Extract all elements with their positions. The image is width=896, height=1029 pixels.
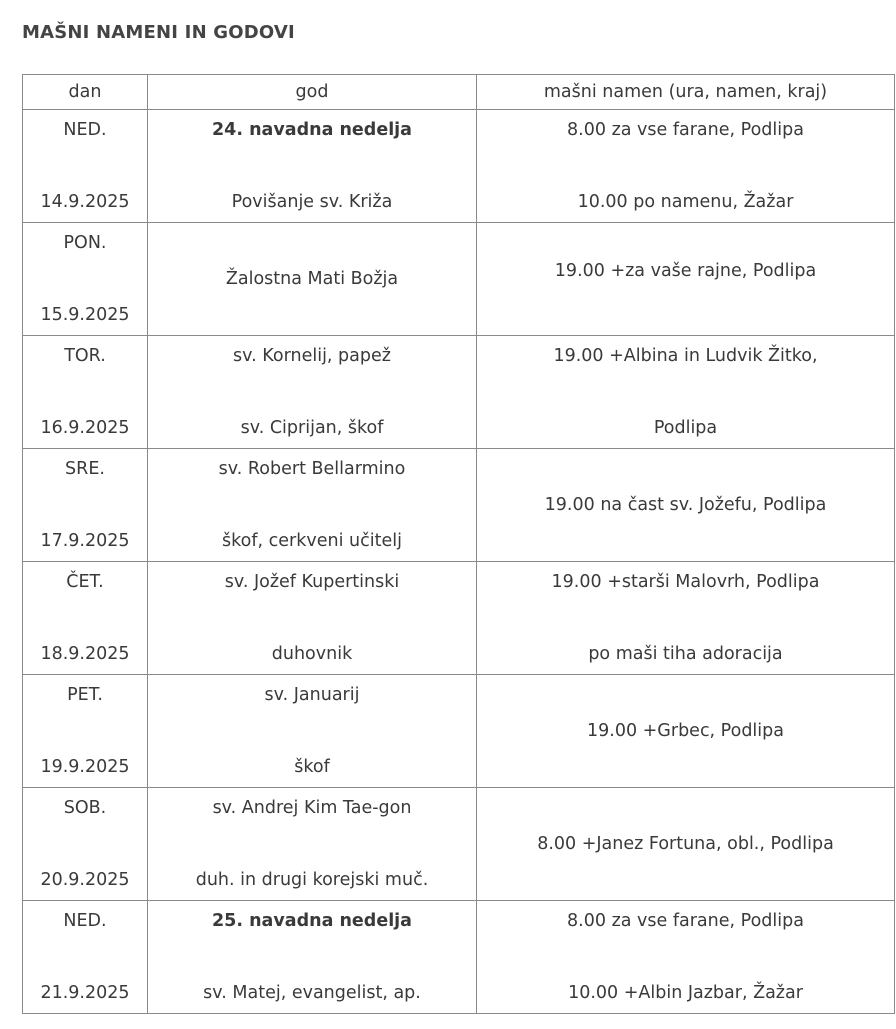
mass-line: 19.00 +Grbec, Podlipa — [586, 721, 784, 741]
day-cell — [23, 449, 148, 562]
table-row — [23, 110, 895, 223]
day-name: PET. — [67, 685, 103, 705]
day-date: 17.9.2025 — [40, 531, 130, 551]
feast-line: 24. navadna nedelja — [212, 120, 412, 140]
feast-cell — [148, 562, 477, 675]
mass-cell — [477, 788, 895, 901]
mass-cell — [477, 901, 895, 1014]
feast-line: sv. Ciprijan, škof — [240, 418, 384, 438]
day-date: 21.9.2025 — [40, 983, 130, 1003]
mass-line: Podlipa — [653, 418, 718, 438]
feast-line: duh. in drugi korejski muč. — [195, 870, 429, 890]
table-row — [23, 788, 895, 901]
day-date: 18.9.2025 — [40, 644, 130, 664]
header-day: dan — [23, 75, 148, 110]
table-row — [23, 449, 895, 562]
mass-line: 19.00 na čast sv. Jožefu, Podlipa — [544, 495, 827, 515]
feast-line: duhovnik — [271, 644, 353, 664]
day-date: 19.9.2025 — [40, 757, 130, 777]
feast-line: 25. navadna nedelja — [212, 911, 412, 931]
day-name: ČET. — [66, 572, 104, 592]
mass-line: po maši tiha adoracija — [588, 644, 783, 664]
day-name: TOR. — [64, 346, 106, 366]
feast-line: sv. Kornelij, papež — [233, 346, 391, 366]
day-cell — [23, 562, 148, 675]
table-header-row — [23, 75, 895, 110]
feast-line: škof — [294, 757, 330, 777]
feast-cell — [148, 901, 477, 1014]
feast-cell — [148, 110, 477, 223]
mass-cell — [477, 562, 895, 675]
mass-line: 19.00 +starši Malovrh, Podlipa — [551, 572, 820, 592]
feast-line: sv. Andrej Kim Tae-gon — [212, 798, 412, 818]
feast-line: Žalostna Mati Božja — [225, 269, 399, 289]
feast-cell — [148, 788, 477, 901]
day-date: 14.9.2025 — [40, 192, 130, 212]
feast-line: sv. Jožef Kupertinski — [224, 572, 400, 592]
mass-cell — [477, 110, 895, 223]
day-name: NED. — [63, 120, 107, 140]
table-row — [23, 675, 895, 788]
feast-line: Povišanje sv. Križa — [231, 192, 393, 212]
day-name: PON. — [63, 233, 107, 253]
table-row — [23, 562, 895, 675]
day-date: 16.9.2025 — [40, 418, 130, 438]
table-row — [23, 901, 895, 1014]
page-title: MAŠNI NAMENI IN GODOVI — [22, 22, 295, 43]
day-cell — [23, 901, 148, 1014]
feast-cell — [148, 336, 477, 449]
feast-cell — [148, 675, 477, 788]
table-row — [23, 223, 895, 336]
day-name: NED. — [63, 911, 107, 931]
feast-cell — [148, 449, 477, 562]
feast-line: sv. Matej, evangelist, ap. — [203, 983, 421, 1003]
mass-line: 10.00 po namenu, Žažar — [577, 192, 794, 212]
mass-cell — [477, 223, 895, 336]
mass-cell — [477, 449, 895, 562]
mass-cell — [477, 675, 895, 788]
day-date: 15.9.2025 — [40, 305, 130, 325]
header-mass: mašni namen (ura, namen, kraj) — [477, 75, 895, 110]
feast-cell — [148, 223, 477, 336]
day-cell — [23, 675, 148, 788]
schedule-table — [22, 74, 895, 1014]
header-feast: god — [148, 75, 477, 110]
mass-line: 8.00 za vse farane, Podlipa — [567, 120, 804, 140]
day-date: 20.9.2025 — [40, 870, 130, 890]
day-name: SOB. — [63, 798, 107, 818]
feast-line: sv. Robert Bellarmino — [218, 459, 406, 479]
mass-line: 19.00 +Albina in Ludvik Žitko, — [553, 346, 818, 366]
mass-line: 10.00 +Albin Jazbar, Žažar — [568, 983, 803, 1003]
mass-line: 8.00 +Janez Fortuna, obl., Podlipa — [537, 834, 834, 854]
day-cell — [23, 223, 148, 336]
table-row — [23, 336, 895, 449]
feast-line: sv. Januarij — [264, 685, 360, 705]
mass-line: 8.00 za vse farane, Podlipa — [567, 911, 804, 931]
day-name: SRE. — [65, 459, 105, 479]
day-cell — [23, 110, 148, 223]
day-cell — [23, 336, 148, 449]
mass-line: 19.00 +za vaše rajne, Podlipa — [554, 261, 817, 281]
day-cell — [23, 788, 148, 901]
feast-line: škof, cerkveni učitelj — [222, 531, 402, 551]
mass-cell — [477, 336, 895, 449]
